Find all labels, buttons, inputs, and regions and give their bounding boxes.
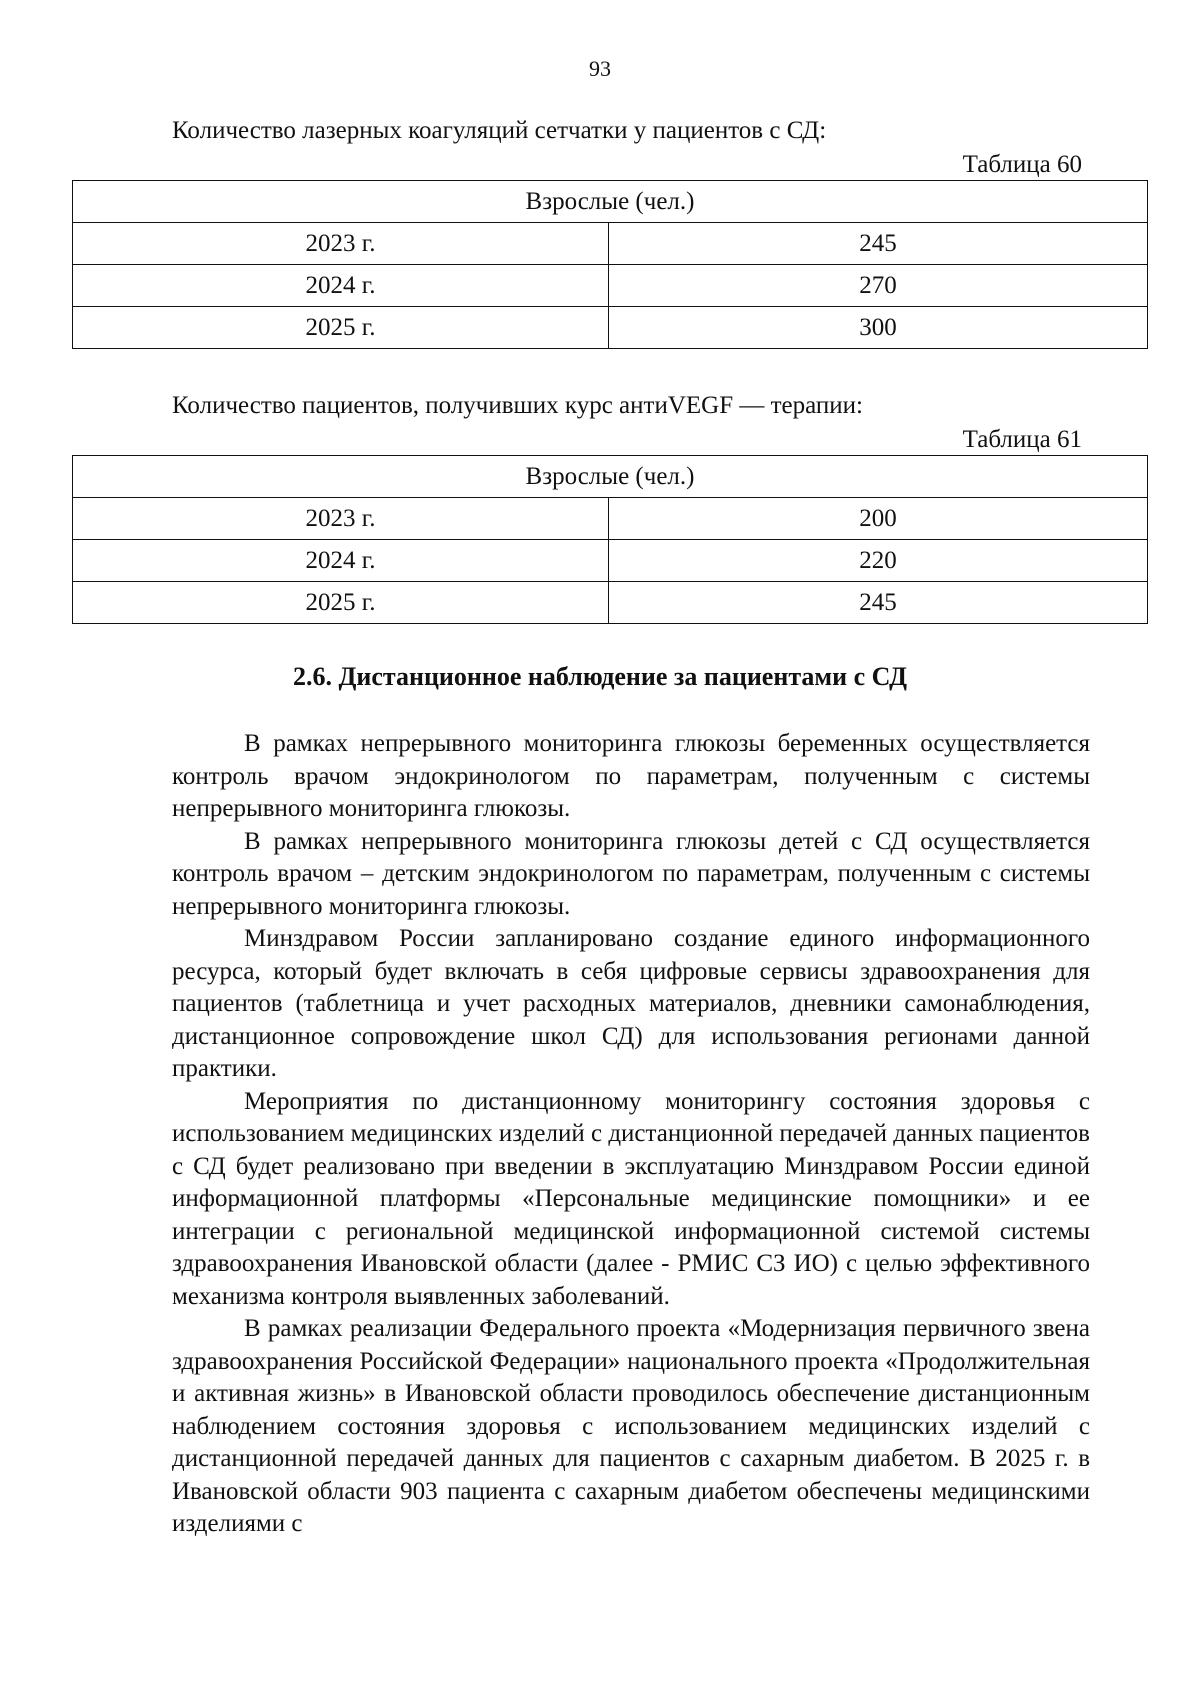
paragraph: Мероприятия по дистанционному мониторингу состояния здоровья с использованием медицинских изделий с дистанционной передачей данных пациентов с СД будет реализовано при введении в эксплуатацию Минздравом России единой информационной платформы «Персональные медицинские помощники» и ее интеграции с региональной медицинской информационной системой системы здравоохранения Ивановской области (далее - РМИС СЗ ИО) с целью эффективного механизма контроля выявленных заболеваний.	[172, 1087, 1090, 1310]
paragraph: В рамках непрерывного мониторинга глюкозы беременных осуществляется контроль врачом эндокринологом по параметрам, полученным с системы непрерывного мониторинга глюкозы.	[172, 730, 1090, 822]
table-61-caption: Количество пациентов, получивших курс антиVEGF — терапии:	[172, 392, 863, 419]
value-cell: 220	[609, 540, 1148, 582]
table-header-cell: Взрослые (чел.)	[73, 181, 1148, 223]
year-cell: 2025 г.	[73, 582, 609, 624]
table-header-row	[73, 181, 1148, 223]
year-cell: 2024 г.	[73, 540, 609, 582]
year-cell: 2024 г.	[73, 265, 609, 307]
year-cell: 2023 г.	[73, 498, 609, 540]
table-60	[72, 180, 1148, 349]
value-cell: 300	[609, 307, 1148, 349]
table-61	[72, 455, 1148, 624]
value-cell: 270	[609, 265, 1148, 307]
table-row	[73, 498, 1148, 540]
year-cell: 2025 г.	[73, 307, 609, 349]
section-heading: 2.6. Дистанционное наблюдение за пациентами с СД	[292, 662, 908, 691]
table-60-caption: Количество лазерных коагуляций сетчатки у пациентов с СД:	[172, 117, 827, 144]
page-number: 93	[589, 56, 611, 81]
paragraph: В рамках реализации Федерального проекта «Модернизация первичного звена здравоохранения Российской Федерации» национального проекта «Продолжительная и активная жизнь» в Ивановской области проводилось обеспечение дистанционным наблюдением состояния здоровья с использованием медицинских изделий с дистанционной передачей данных для пациентов с сахарным диабетом. В 2025 г. в Ивановской области 903 пациента с сахарным диабетом обеспечены медицинскими изделиями с	[172, 1315, 1090, 1537]
table-row	[73, 307, 1148, 349]
table-row	[73, 540, 1148, 582]
table-row	[73, 582, 1148, 624]
table-row	[73, 265, 1148, 307]
table-61-label: Таблица 61	[962, 426, 1082, 453]
value-cell: 200	[609, 498, 1148, 540]
table-header-row	[73, 456, 1148, 498]
year-cell: 2023 г.	[73, 223, 609, 265]
value-cell: 245	[609, 582, 1148, 624]
value-cell: 245	[609, 223, 1148, 265]
paragraph: В рамках непрерывного мониторинга глюкозы детей с СД осуществляется контроль врачом – детским эндокринологом по параметрам, полученным с системы непрерывного мониторинга глюкозы.	[172, 827, 1090, 920]
table-60-label: Таблица 60	[962, 151, 1082, 178]
section-body	[172, 728, 1090, 1541]
table-row	[73, 223, 1148, 265]
table-header-cell: Взрослые (чел.)	[73, 456, 1148, 498]
paragraph: Минздравом России запланировано создание единого информационного ресурса, который будет включать в себя цифровые сервисы здравоохранения для пациентов (таблетница и учет расходных материалов, дневники самонаблюдения, дистанционное сопровождение школ СД) для использования регионами данной практики.	[172, 925, 1090, 1082]
